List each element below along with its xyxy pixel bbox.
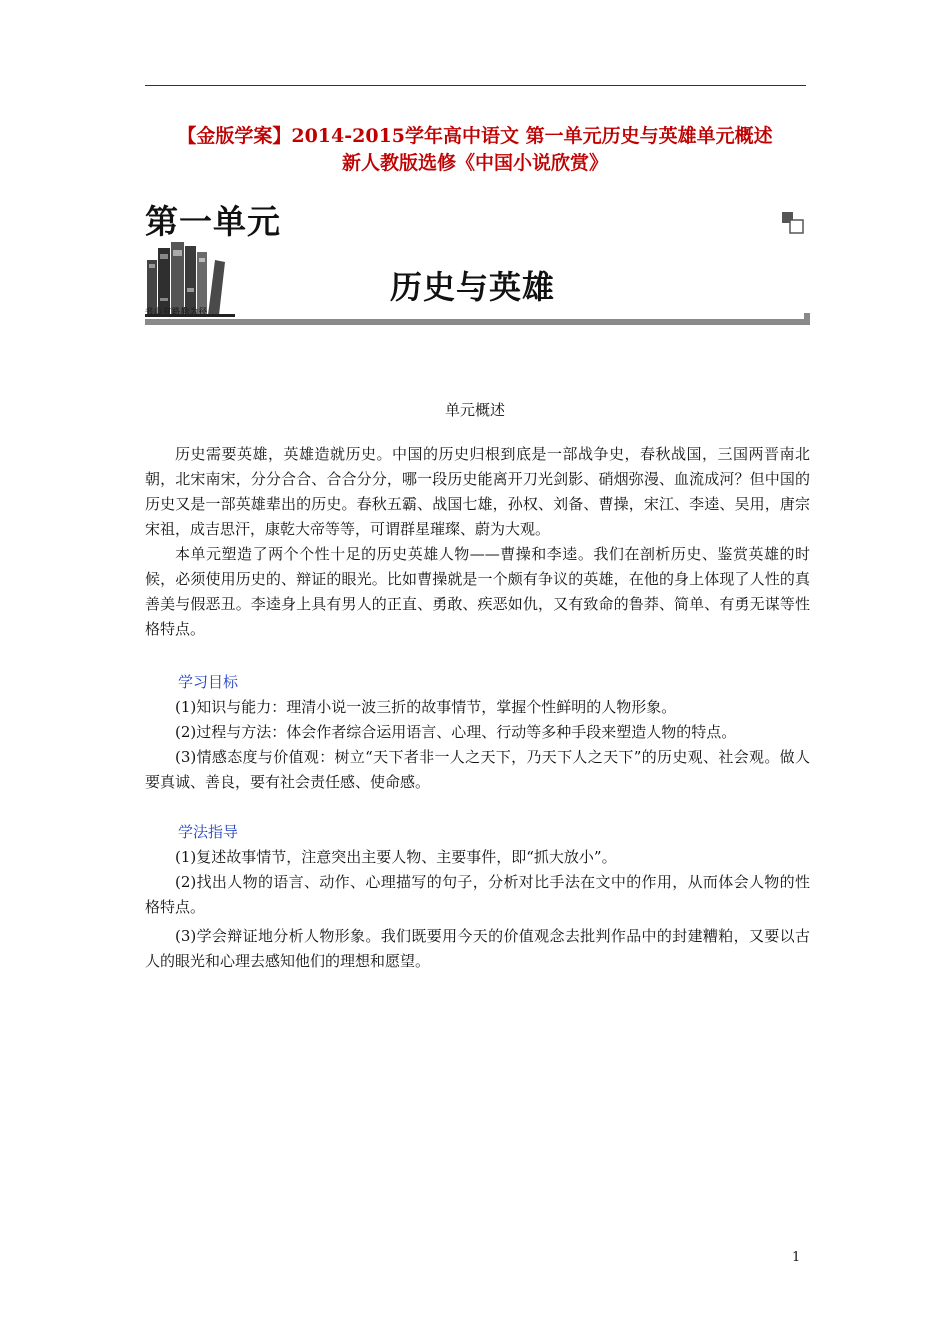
goals-section: [145, 670, 810, 795]
section-heading: 单元概述: [444, 401, 505, 419]
document-title: [120, 123, 830, 177]
overview-paragraph-1: 历史需要英雄，英雄造就历史。中国的历史归根到底是一部战争史，春秋战国，三国两晋南北朝，北宋南宋，分分合合、合合分分，哪一段历史能离开刀光剑影、硝烟弥漫、血流成河？但中国的历史又是一部英雄辈出的历史。春秋五霸、战国七雄，孙权、刘备、曹操，宋江、李逵、吴用，唐宗宋祖，成吉思汗，康乾大帝等等，可谓群星璀璨、蔚为大观。: [145, 445, 810, 538]
goal-item-3: (3)情感态度与价值观：树立“天下者非一人之天下，乃天下人之天下”的历史观、社会观。做人要真诚、善良，要有社会责任感、使命感。: [145, 748, 810, 791]
banner-bar-cap: [804, 313, 810, 325]
guidance-item-2: (2)找出人物的语言、动作、心理描写的句子，分析对比手法在文中的作用，从而体会人物的性格特点。: [145, 873, 810, 916]
page-number: 1: [792, 1250, 801, 1265]
corner-squares-icon: [782, 212, 804, 234]
title-line-1: 【金版学案】2014-2015学年高中语文 第一单元历史与英雄单元概述: [177, 125, 773, 147]
guidance-section: [145, 820, 810, 974]
unit-label: 第一单元: [145, 202, 281, 241]
goals-heading: 学习目标: [178, 673, 239, 691]
top-rule: [145, 85, 806, 86]
goal-item-2: (2)过程与方法：体会作者综合运用语言、心理、行动等多种手段来塑造人物的特点。: [175, 723, 737, 741]
overview-paragraph-2: 本单元塑造了两个个性十足的历史英雄人物——曹操和李逵。我们在剖析历史、鉴赏英雄的时候，必须使用历史的、辩证的眼光。比如曹操就是一个颇有争议的英雄，在他的身上体现了人性的真善美与假恶丑。李逵身上具有男人的正直、勇敢、疾恶如仇，又有致命的鲁莽、简单、有勇无谋等性格特点。: [145, 545, 810, 638]
banner-bar: [145, 319, 810, 325]
guidance-heading: 学法指导: [178, 823, 239, 841]
title-line-2: 新人教版选修《中国小说欣赏》: [341, 152, 608, 174]
unit-banner: [145, 196, 810, 336]
guidance-item-1: (1)复述故事情节，注意突出主要人物、主要事件，即“抓大放小”。: [175, 848, 617, 866]
overview-section: [145, 442, 810, 642]
unit-name: 历史与英雄: [390, 268, 556, 306]
goal-item-1: (1)知识与能力：理清小说一波三折的故事情节，掌握个性鲜明的人物形象。: [175, 698, 677, 716]
motto: 书山有路勤为径: [145, 307, 208, 316]
guidance-item-3: (3)学会辩证地分析人物形象。我们既要用今天的价值观念去批判作品中的封建糟粕，又要以古人的眼光和心理去感知他们的理想和愿望。: [145, 927, 810, 970]
